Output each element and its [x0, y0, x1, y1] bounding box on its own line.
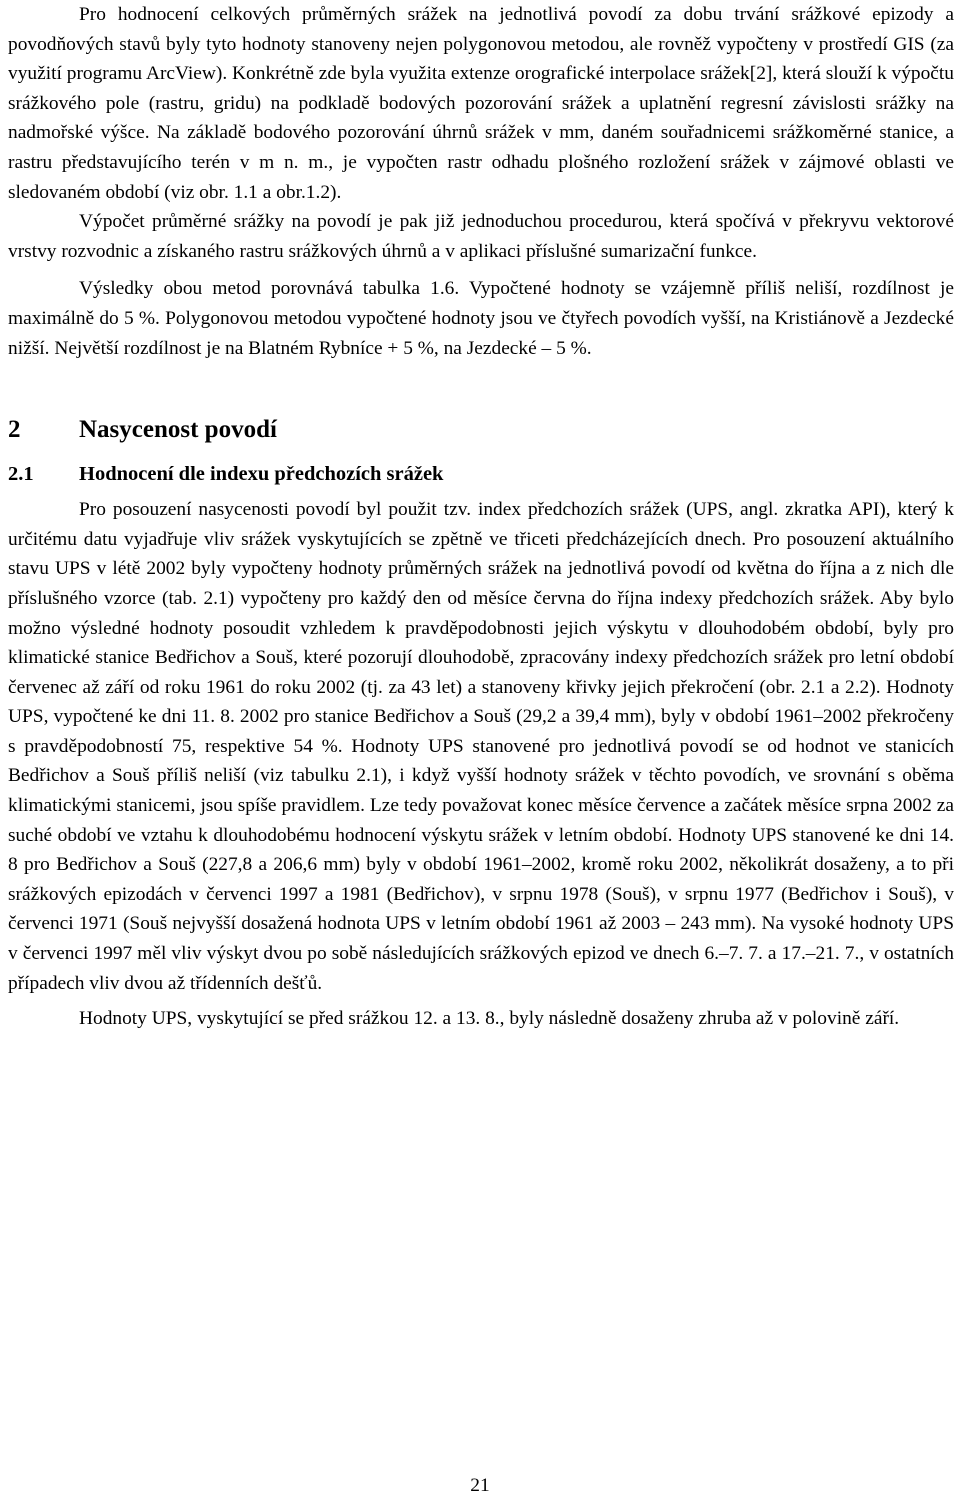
document-page [8, 0, 954, 1034]
paragraph-average-precipitation: Výpočet průměrné srážky na povodí je pak již jednoduchou procedurou, která spočívá v překryvu vektorové vrstvy rozvodnic a získaného rastru srážkových úhrnů a v aplikaci příslušné sumarizační funkce. [8, 211, 954, 262]
paragraph-method-comparison: Výsledky obou metod porovnává tabulka 1.6. Vypočtené hodnoty se vzájemně příliš neliší, rozdílnost je maximálně do 5 %. Polygonovou metodou vypočtené hodnoty jsou ve čtyřech povodích vyšší, na Kristiánově a Jezdecké nižší. Největší rozdílnost je na Blatném Rybníce + 5 %, na Jezdecké – 5 %. [8, 278, 954, 359]
paragraph-ups-september: Hodnoty UPS, vyskytující se před srážkou 12. a 13. 8., byly následně dosaženy zhruba až v polovině září. [79, 1008, 900, 1030]
subsection-heading-2-1 [8, 459, 954, 489]
paragraph-antecedent-precipitation-index: Pro posouzení nasycenosti povodí byl použit tzv. index předchozích srážek (UPS, angl. zkratka API), který k určitému datu vyjadřuje vliv srážek vyskytujících se zpětně ve třiceti předcházejících dnech. Pro posouzení aktuálního stavu UPS v létě 2002 byly vypočteny hodnoty průměrných srážek na jednotlivá povodí od května do října a z nich dle příslušného vzorce (tab. 2.1) vypočteny pro každý den od měsíce června do října indexy předchozích srážek. Aby bylo možno výsledné hodnoty posoudit vzhledem k pravděpodobnosti jejich výskytu v dlouhodobém období, byly pro klimatické stanice Bedřichov a Souš, které pozorují dlouhodobě, zpracovány indexy předchozích srážek pro letní období červenec až září od roku 1961 do roku 2002 (tj. za 43 let) a stanoveny křivky jejich překročení (obr. 2.1 a 2.2). Hodnoty UPS, vypočtené ke dni 11. 8. 2002 pro stanice Bedřichov a Souš (29,2 a 39,4 mm), byly v období 1961–2002 překročeny s pravděpodobností 75, respektive 54 %. Hodnoty UPS stanovené pro jednotlivá povodí se od hodnot ve stanicích Bedřichov a Souš příliš neliší (viz tabulku 2.1), i když vyšší hodnoty srážek v těchto povodích, ve srovnání s oběma klimatickými stanicemi, jsou spíše pravidlem. Lze tedy považovat konec měsíce července a začátek měsíce srpna 2002 za suché období ve vztahu k dlouhodobému hodnocení výskytu srážek v letním období. Hodnoty UPS stanovené ke dni 14. 8 pro Bedřichov a Souš (227,8 a 206,6 mm) byly v období 1961–2002, kromě roku 2002, několikrát dosaženy, a to při srážkových epizodách v červenci 1997 a 1981 (Bedřichov), v srpnu 1978 (Souš), v srpnu 1977 (Bedřichov i Souš), v červenci 1971 (Souš nejvyšší dosažená hodnota UPS v letním období 1961 až 2003 – 243 mm). Na vysoké hodnoty UPS v červenci 1997 měl vliv výskyt dvou po sobě následujících srážkových epizod ve dnech 6.–7. 7. a 17.–21. 7., v ostatních případech vliv dvou až třídenních dešťů. [8, 499, 954, 994]
section-title: Nasycenost povodí [79, 416, 277, 444]
page-number: 21 [470, 1475, 490, 1496]
section-number: 2 [8, 416, 21, 444]
section-heading-2 [8, 413, 954, 447]
subsection-number: 2.1 [8, 463, 34, 486]
paragraph-gis-method: Pro hodnocení celkových průměrných srážek na jednotlivá povodí za dobu trvání srážkové epizody a povodňových stavů byly tyto hodnoty stanoveny nejen polygonovou metodou, ale rovněž vypočteny v prostředí GIS (za využití programu ArcView). Konkrétně zde byla využita extenze orografické interpolace srážek[2], která slouží k výpočtu srážkového pole (rastru, gridu) na podkladě bodových pozorování srážek a uplatnění regresní závislosti srážky na nadmořské výšce. Na základě bodového pozorování úhrnů srážek v mm, daném souřadnicemi srážkoměrné stanice, a rastru představujícího terén v m n. m., je vypočten rastr odhadu plošného rozložení srážek v zájmové oblasti ve sledovaném období (viz obr. 1.1 a obr.1.2). [8, 4, 954, 203]
subsection-title: Hodnocení dle indexu předchozích srážek [79, 463, 444, 486]
